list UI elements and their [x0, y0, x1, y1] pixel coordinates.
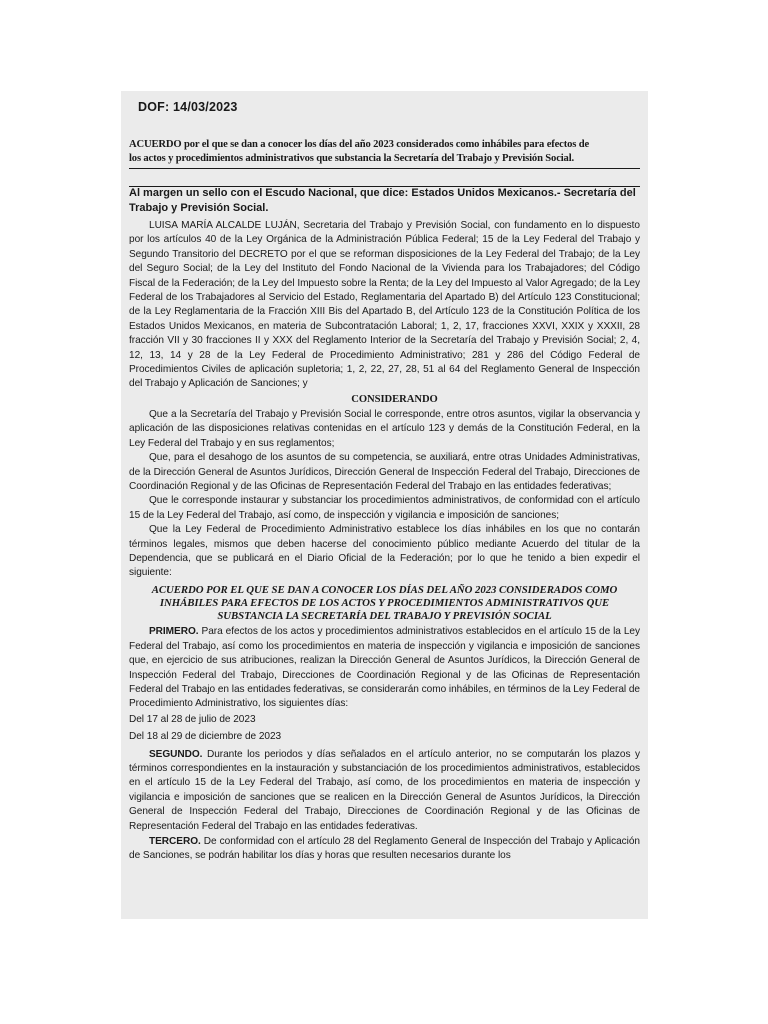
title-underline [129, 168, 640, 169]
acuerdo-heading-line-3: SUBSTANCIA LA SECRETARÍA DEL TRABAJO Y PREVISIÓN SOCIAL [217, 610, 552, 623]
date-range: Del 17 al 28 de julio de 2023 [129, 713, 256, 725]
document-page [121, 91, 648, 919]
article-segundo-label: SEGUNDO. [149, 748, 203, 760]
intro-paragraph: LUISA MARÍA ALCALDE LUJÁN, Secretaria del Trabajo y Previsión Social, con fundamento en lo dispuesto por los artículos 40 de la Ley Orgánica de la Administración Pública Federal; 15 de la Ley Federal del Trabajo y Segundo Transitorio del DECRETO por el que se reforman disposiciones de la Ley Federal del Trabajo; de la Ley del Seguro Social; de la Ley del Instituto del Fondo Nacional de la Vivienda para los Trabajadores; del Código Fiscal de la Federación; de la Ley del Impuesto sobre la Renta; de la Ley del Impuesto al Valor Agregado; de la Ley Federal de los Trabajadores al Servicio del Estado, Reglamentaria del Apartado B) del Artículo 123 Constitucional; de la Ley Reglamentaria de la Fracción XIII Bis del Apartado B, del Artículo 123 de la Constitución Política de los Estados Unidos Mexicanos, en materia de Subcontratación Laboral; 1, 2, 17, fracciones XXVI, XXIX y XXXII, 28 fracción VII y 30 fracciones II y XXX del Reglamento Interior de la Secretaría del Trabajo y Previsión Social; 2, 4, 12, 13, 14 y 28 de la Ley Federal de Procedimiento Administrativo; 281 y 286 del Código Federal de Procedimientos Civiles de aplicación supletoria; 1, 2, 22, 27, 28, 51 al 64 del Reglamento General de Inspección del Trabajo y Aplicación de Sanciones; y [129, 220, 640, 390]
article-segundo-text: Durante los periodos y días señalados en el artículo anterior, no se computarán los plazos y términos correspondientes en la instauración y substanciación de los procedimientos administrativos, establecidos en el artículo 15 de la Ley Federal del Trabajo, así como, de los procedimientos en materia de inspección y vigilancia e imposición de sanciones que se realicen en la Dirección General de Asuntos Jurídicos, la Dirección General de Inspección Federal del Trabajo, Direcciones de Coordinación Regional y de las Oficinas de Representación Federal del Trabajo en las entidades federativas. [129, 748, 640, 832]
document-body [129, 219, 640, 864]
article-primero [129, 625, 640, 711]
article-primero-label: PRIMERO. [149, 626, 199, 638]
considerando-paragraph: Que la Ley Federal de Procedimiento Administrativo establece los días inhábiles en los que no contarán términos legales, mismos que deben hacerse del conocimiento público mediante Acuerdo del titular de la Dependencia, que se publicará en el Diario Oficial de la Federación; por lo que he tenido a bien expedir el siguiente: [129, 524, 640, 579]
title-line-2: los actos y procedimientos administrativos que substancia la Secretaría del Trabajo y Previsión Social. [129, 153, 574, 164]
acuerdo-heading-line-2: INHÁBILES PARA EFECTOS DE LOS ACTOS Y PROCEDIMIENTOS ADMINISTRATIVOS QUE [159, 596, 610, 609]
considerando-paragraph: Que le corresponde instaurar y substanciar los procedimientos administrativos, de conformidad con el artículo 15 de la Ley Federal del Trabajo, así como, de inspección y vigilancia e imposición de sanciones; [129, 495, 640, 521]
considerando-paragraph: Que a la Secretaría del Trabajo y Previsión Social le corresponde, entre otros asuntos, vigilar la observancia y aplicación de las disposiciones relativas contenidas en el artículo 123 y demás de la Constitución Federal, en la Ley Federal del Trabajo y en sus reglamentos; [129, 408, 640, 449]
article-tercero [129, 835, 640, 864]
acuerdo-heading-line-1: ACUERDO POR EL QUE SE DAN A CONOCER LOS DÍAS DEL AÑO 2023 CONSIDERADOS COMO [151, 583, 618, 596]
margin-note: Al margen un sello con el Escudo Nacional, que dice: Estados Unidos Mexicanos.- Secretaría del Trabajo y Previsión Social. [129, 187, 636, 214]
article-tercero-text: De conformidad con el artículo 28 del Reglamento General de Inspección del Trabajo y Aplicación de Sanciones, se podrán habilitar los días y horas que resulten necesarios durante los [129, 836, 640, 862]
considerando-paragraph: Que, para el desahogo de los asuntos de su competencia, se auxiliará, entre otras Unidades Administrativas, de la Dirección General de Asuntos Jurídicos, Dirección General de Inspección Federal del Trabajo, Direcciones de Coordinación Regional y de las Oficinas de Representación Federal del Trabajo en las entidades federativas; [129, 452, 640, 492]
dof-date: DOF: 14/03/2023 [138, 100, 238, 114]
article-tercero-label: TERCERO. [149, 836, 201, 848]
considerando-heading: CONSIDERANDO [351, 393, 438, 405]
acuerdo-heading [129, 584, 640, 624]
article-segundo [129, 748, 640, 834]
date-range: Del 18 al 29 de diciembre de 2023 [129, 731, 282, 743]
document-title [129, 138, 640, 166]
article-primero-text: Para efectos de los actos y procedimientos administrativos establecidos en el artículo 15 de la Ley Federal del Trabajo, así como los procedimientos en materia de inspección y vigilancia e imposición de sanciones que, en ejercicio de sus atribuciones, realizan la Dirección General de Asuntos Jurídicos, la Dirección General de Inspección Federal del Trabajo, Direcciones de Coordinación Regional y de las Oficinas de Representación Federal del Trabajo en las entidades federativas, se considerarán como inhábiles, en términos de la Ley Federal de Procedimiento Administrativo, los siguientes días: [129, 626, 640, 710]
title-line-1: ACUERDO por el que se dan a conocer los días del año 2023 considerados como inhábiles para efectos de [129, 139, 590, 150]
